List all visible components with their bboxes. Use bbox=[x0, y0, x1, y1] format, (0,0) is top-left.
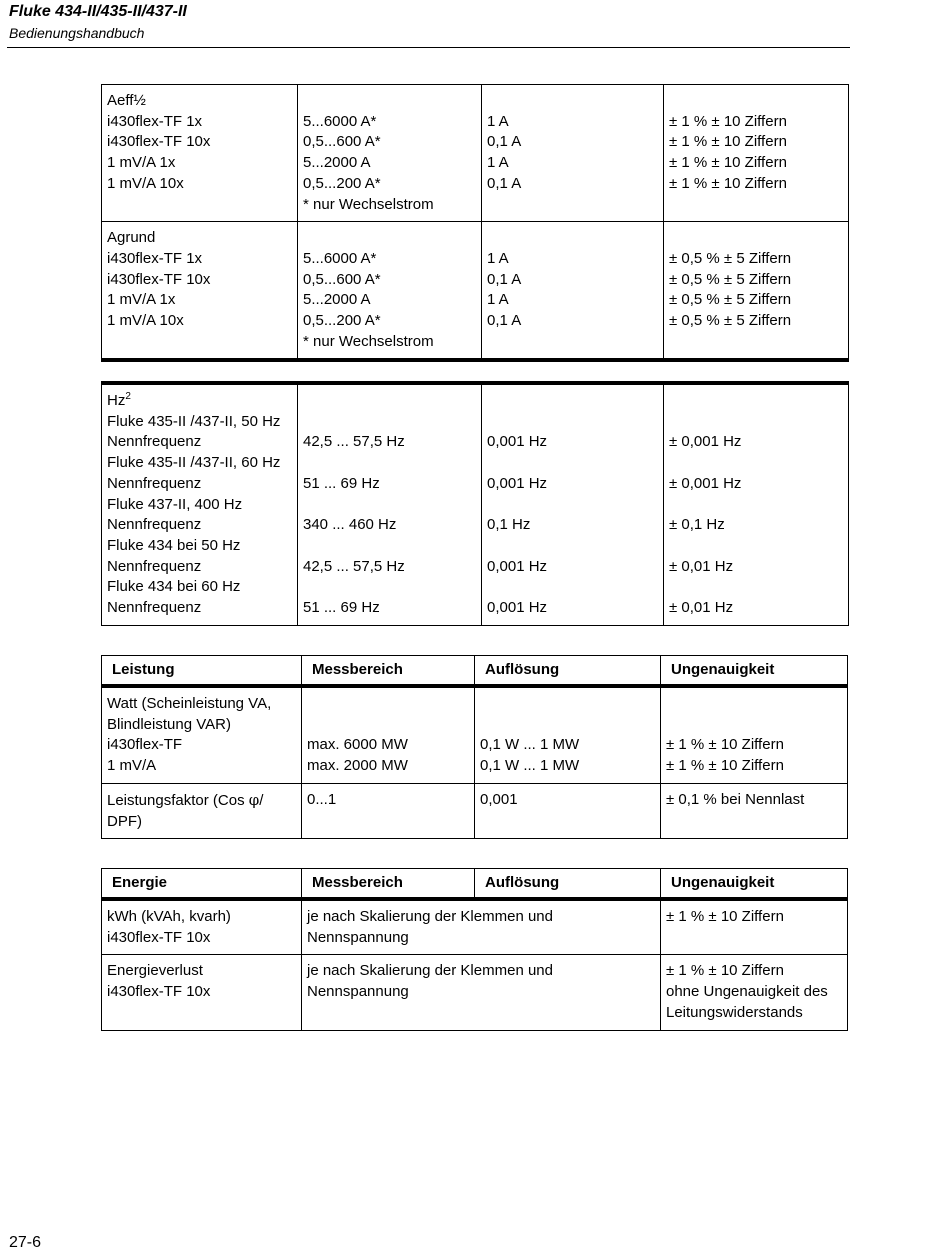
accuracy-value: ± 1 % ± 10 Ziffern bbox=[666, 736, 784, 754]
pf-resolution-cell: 0,001 bbox=[475, 783, 661, 838]
row-label: 1 mV/A 10x bbox=[107, 312, 184, 330]
frequency-spec-table bbox=[101, 381, 849, 626]
resolution-value: 0,1 Hz bbox=[487, 516, 531, 534]
row-label: Nennfrequenz bbox=[107, 474, 202, 492]
row-label: Fluke 434 bei 50 Hz bbox=[107, 536, 241, 554]
range-value: 51 ... 69 Hz bbox=[303, 598, 380, 616]
row-label: Blindleistung VAR) bbox=[107, 715, 231, 733]
row-label: i430flex-TF bbox=[107, 736, 183, 754]
watt-accuracy-cell bbox=[661, 686, 848, 783]
agrund-group-name: Agrund bbox=[107, 229, 156, 247]
range-value: 42,5 ... 57,5 Hz bbox=[303, 557, 405, 575]
range-value: Nennspannung bbox=[307, 983, 409, 1001]
table-row bbox=[102, 222, 849, 361]
accuracy-value: ± 0,01 Hz bbox=[669, 557, 734, 575]
resolution-value: 0,001 Hz bbox=[487, 433, 548, 451]
accuracy-value: ± 1 % ± 10 Ziffern bbox=[666, 757, 784, 775]
header-subtitle: Bedienungshandbuch bbox=[9, 25, 145, 41]
pf-range-cell: 0...1 bbox=[302, 783, 475, 838]
row-label: Fluke 434 bei 60 Hz bbox=[107, 578, 241, 596]
row-label: Nennfrequenz bbox=[107, 599, 202, 617]
table-row bbox=[102, 955, 848, 1030]
agrund-accuracy-cell bbox=[664, 222, 849, 361]
page-number: 27-6 bbox=[9, 1234, 42, 1251]
range-value: 5...2000 A bbox=[303, 154, 371, 172]
table-header-row bbox=[102, 869, 848, 900]
footnote-mark: 2 bbox=[125, 391, 131, 402]
range-value: 5...2000 A bbox=[303, 291, 371, 309]
aeff-resolution-cell bbox=[482, 85, 664, 222]
agrund-resolution-cell bbox=[482, 222, 664, 361]
column-header: Auflösung bbox=[475, 869, 661, 900]
kwh-range-cell bbox=[302, 899, 661, 955]
range-value: max. 2000 MW bbox=[307, 757, 408, 775]
row-label: kWh (kVAh, kvarh) bbox=[107, 908, 231, 925]
resolution-value: 0,1 A bbox=[487, 312, 522, 329]
phi-symbol: φ bbox=[248, 790, 260, 809]
table-row bbox=[102, 899, 848, 955]
hz-range-cell bbox=[298, 383, 482, 625]
resolution-value: 0,1 A bbox=[487, 133, 522, 151]
hz-resolution-cell bbox=[482, 383, 664, 625]
row-label: Fluke 435-II /437-II, 50 Hz bbox=[107, 412, 281, 430]
table-header-row bbox=[102, 656, 848, 687]
aeff-label-cell bbox=[102, 85, 298, 222]
table-row bbox=[102, 85, 849, 222]
row-label: i430flex-TF 10x bbox=[107, 270, 211, 288]
row-label: i430flex-TF 10x bbox=[107, 133, 211, 151]
row-label: i430flex-TF 10x bbox=[107, 928, 211, 946]
range-value: Nennspannung bbox=[307, 928, 409, 946]
range-value: 340 ... 460 Hz bbox=[303, 516, 397, 534]
resolution-value: 1 A bbox=[487, 249, 509, 267]
accuracy-value: ± 0,5 % ± 5 Ziffern bbox=[669, 270, 792, 288]
accuracy-value: ± 0,5 % ± 5 Ziffern bbox=[669, 249, 792, 267]
hz-group-name: Hz$^2$ bbox=[107, 391, 131, 409]
range-value: 42,5 ... 57,5 Hz bbox=[303, 433, 405, 451]
row-label: Energieverlust bbox=[107, 962, 203, 980]
table-row bbox=[102, 383, 849, 625]
accuracy-value: ± 1 % ± 10 Ziffern bbox=[666, 962, 784, 980]
accuracy-value: ± 0,001 Hz bbox=[669, 433, 742, 451]
hz-label-cell bbox=[102, 383, 298, 625]
header-title: Fluke 434-II/435-II/437-II bbox=[9, 3, 187, 20]
column-header: Leistung bbox=[102, 656, 302, 687]
range-value: 51 ... 69 Hz bbox=[303, 474, 380, 492]
kwh-label-cell bbox=[102, 899, 302, 955]
row-label: Fluke 435-II /437-II, 60 Hz bbox=[107, 454, 281, 472]
row-label: Nennfrequenz bbox=[107, 557, 202, 575]
ac-only-note: * nur Wechselstrom bbox=[303, 195, 434, 213]
row-label: 1 mV/A bbox=[107, 757, 157, 775]
row-label: 1 mV/A 1x bbox=[107, 154, 176, 172]
column-header: Auflösung bbox=[475, 656, 661, 687]
power-spec-table bbox=[101, 655, 848, 839]
current-spec-table bbox=[101, 84, 849, 362]
pf-label-cell bbox=[102, 783, 302, 838]
resolution-value: 0,001 Hz bbox=[487, 557, 548, 575]
energy-loss-accuracy-cell bbox=[661, 955, 848, 1030]
resolution-value: 0,1 A bbox=[487, 174, 522, 192]
watt-resolution-cell bbox=[475, 686, 661, 783]
header-rule bbox=[7, 47, 850, 48]
table-row bbox=[102, 686, 848, 783]
aeff-range-cell bbox=[298, 85, 482, 222]
accuracy-value: ± 1 % ± 10 Ziffern bbox=[666, 908, 784, 925]
column-header: Ungenauigkeit bbox=[661, 656, 848, 687]
range-value: je nach Skalierung der Klemmen und bbox=[307, 908, 553, 925]
energy-loss-range-cell bbox=[302, 955, 661, 1030]
table-row bbox=[102, 783, 848, 838]
range-value: 5...6000 A* bbox=[303, 249, 377, 267]
accuracy-value: ± 1 % ± 10 Ziffern bbox=[669, 133, 787, 151]
row-label: i430flex-TF 1x bbox=[107, 112, 203, 130]
resolution-value: 1 A bbox=[487, 112, 509, 130]
column-header: Messbereich bbox=[302, 656, 475, 687]
range-value: je nach Skalierung der Klemmen und bbox=[307, 962, 553, 980]
resolution-value: 0,1 W ... 1 MW bbox=[480, 757, 580, 775]
column-header: Messbereich bbox=[302, 869, 475, 900]
accuracy-value: ± 0,5 % ± 5 Ziffern bbox=[669, 291, 792, 309]
row-label: i430flex-TF 10x bbox=[107, 983, 211, 1001]
accuracy-value: ± 0,01 Hz bbox=[669, 598, 734, 616]
row-label: Leistungsfaktor (Cos φ/ bbox=[107, 790, 264, 809]
column-header: Energie bbox=[102, 869, 302, 900]
resolution-value: 0,001 Hz bbox=[487, 598, 548, 616]
range-value: 0,5...600 A* bbox=[303, 133, 381, 151]
row-label: Nennfrequenz bbox=[107, 433, 202, 451]
resolution-value: 0,1 A bbox=[487, 270, 522, 288]
pf-accuracy-cell: ± 0,1 % bei Nennlast bbox=[661, 783, 848, 838]
watt-range-cell bbox=[302, 686, 475, 783]
range-value: 0,5...200 A* bbox=[303, 174, 381, 192]
aeff-group-name: Aeff½ bbox=[107, 92, 146, 109]
range-value: 0,5...600 A* bbox=[303, 270, 381, 288]
accuracy-value: ± 0,001 Hz bbox=[669, 474, 742, 492]
accuracy-value: Leitungswiderstands bbox=[666, 1003, 803, 1021]
aeff-accuracy-cell bbox=[664, 85, 849, 222]
row-label: Nennfrequenz bbox=[107, 516, 202, 534]
accuracy-value: ± 0,1 Hz bbox=[669, 516, 725, 534]
accuracy-value: ± 0,5 % ± 5 Ziffern bbox=[669, 312, 792, 329]
hz-accuracy-cell bbox=[664, 383, 849, 625]
row-label: 1 mV/A 1x bbox=[107, 291, 176, 309]
row-label: Fluke 437-II, 400 Hz bbox=[107, 495, 243, 513]
energy-loss-label-cell bbox=[102, 955, 302, 1030]
row-label: DPF) bbox=[107, 812, 142, 830]
resolution-value: 1 A bbox=[487, 154, 509, 172]
accuracy-value: ± 1 % ± 10 Ziffern bbox=[669, 174, 787, 192]
resolution-value: 0,001 Hz bbox=[487, 474, 548, 492]
energy-spec-table bbox=[101, 868, 848, 1031]
kwh-accuracy-cell bbox=[661, 899, 848, 955]
watt-label-cell bbox=[102, 686, 302, 783]
resolution-value: 1 A bbox=[487, 291, 509, 309]
accuracy-value: ± 1 % ± 10 Ziffern bbox=[669, 112, 787, 130]
column-header: Ungenauigkeit bbox=[661, 869, 848, 900]
agrund-label-cell bbox=[102, 222, 298, 361]
agrund-range-cell bbox=[298, 222, 482, 361]
resolution-value: 0,1 W ... 1 MW bbox=[480, 736, 580, 754]
range-value: 5...6000 A* bbox=[303, 112, 377, 130]
range-value: 0,5...200 A* bbox=[303, 312, 381, 329]
accuracy-value: ± 1 % ± 10 Ziffern bbox=[669, 154, 787, 172]
row-label: i430flex-TF 1x bbox=[107, 249, 203, 267]
row-label: 1 mV/A 10x bbox=[107, 174, 184, 192]
accuracy-value: ohne Ungenauigkeit des bbox=[666, 983, 828, 1001]
ac-only-note: * nur Wechselstrom bbox=[303, 332, 434, 350]
row-label: Watt (Scheinleistung VA, bbox=[107, 695, 272, 712]
range-value: max. 6000 MW bbox=[307, 736, 408, 754]
